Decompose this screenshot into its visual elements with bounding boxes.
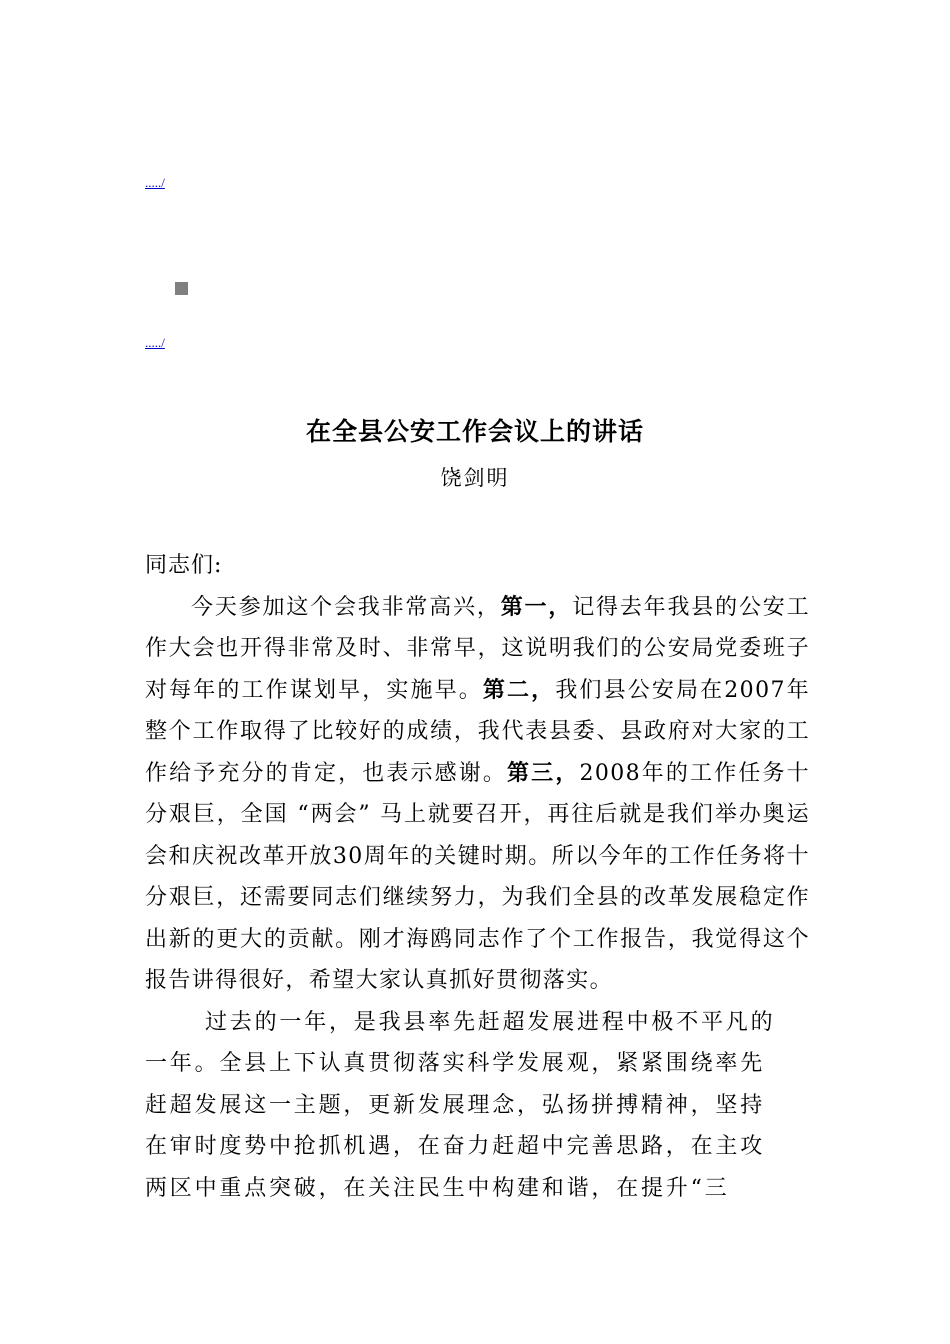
paragraph-1-text-2: 记得去年我县的公安工作大会也开得非常及时、非常早，这说明我们的公安局党委班子对每年的工作谋划早，实施早。 <box>145 594 810 703</box>
paragraph-2: 过去的一年，是我县率先赶超发展进程中极不平凡的一年。全县上下认真贯彻落实科学发展观，紧紧围绕率先赶超发展这一主题，更新发展理念，弘扬拼搏精神，坚持在审时度势中抢抓机遇，在奋力赶超中完善思路，在主攻两区中重点突破，在关注民生中构建和谐，在提升“三 <box>145 1009 776 1201</box>
paragraph-1-text-1: 今天参加这个会我非常高兴， <box>191 594 501 620</box>
document-title: 在全县公安工作会议上的讲话 <box>305 417 644 446</box>
paragraph-1-bold-3: 第三， <box>507 760 580 786</box>
placeholder-square-icon <box>175 282 188 295</box>
paragraph-1-text-4: 2008年的工作任务十分艰巨，全国 “两会” 马上就要召开，再往后就是我们举办奥运会和庆祝改革开放30周年的关键时期。所以今年的工作任务将十分艰巨，还需要同志们继续努力，为我们全县的改革发展稳定作出新的更大的贡献。刚才海鸥同志作了个工作报告，我觉得这个报告讲得很好，希望大家认真抓好贯彻落实。 <box>145 760 811 993</box>
paragraph-1 <box>145 587 810 1002</box>
paragraph-1-text-3: 我们县公安局在2007年整个工作取得了比较好的成绩，我代表县委、县政府对大家的工作给予充分的肯定，也表示感谢。 <box>145 677 811 786</box>
paragraph-1-bold-1: 第一， <box>500 594 573 620</box>
document-author: 饶剑明 <box>440 466 510 490</box>
salutation: 同志们: <box>145 553 223 578</box>
document-body <box>145 545 810 1209</box>
header-link-bottom[interactable]: ...../ <box>145 335 165 350</box>
paragraph-1-bold-2: 第二， <box>482 677 556 703</box>
header-link-top[interactable]: ...../ <box>145 175 165 190</box>
